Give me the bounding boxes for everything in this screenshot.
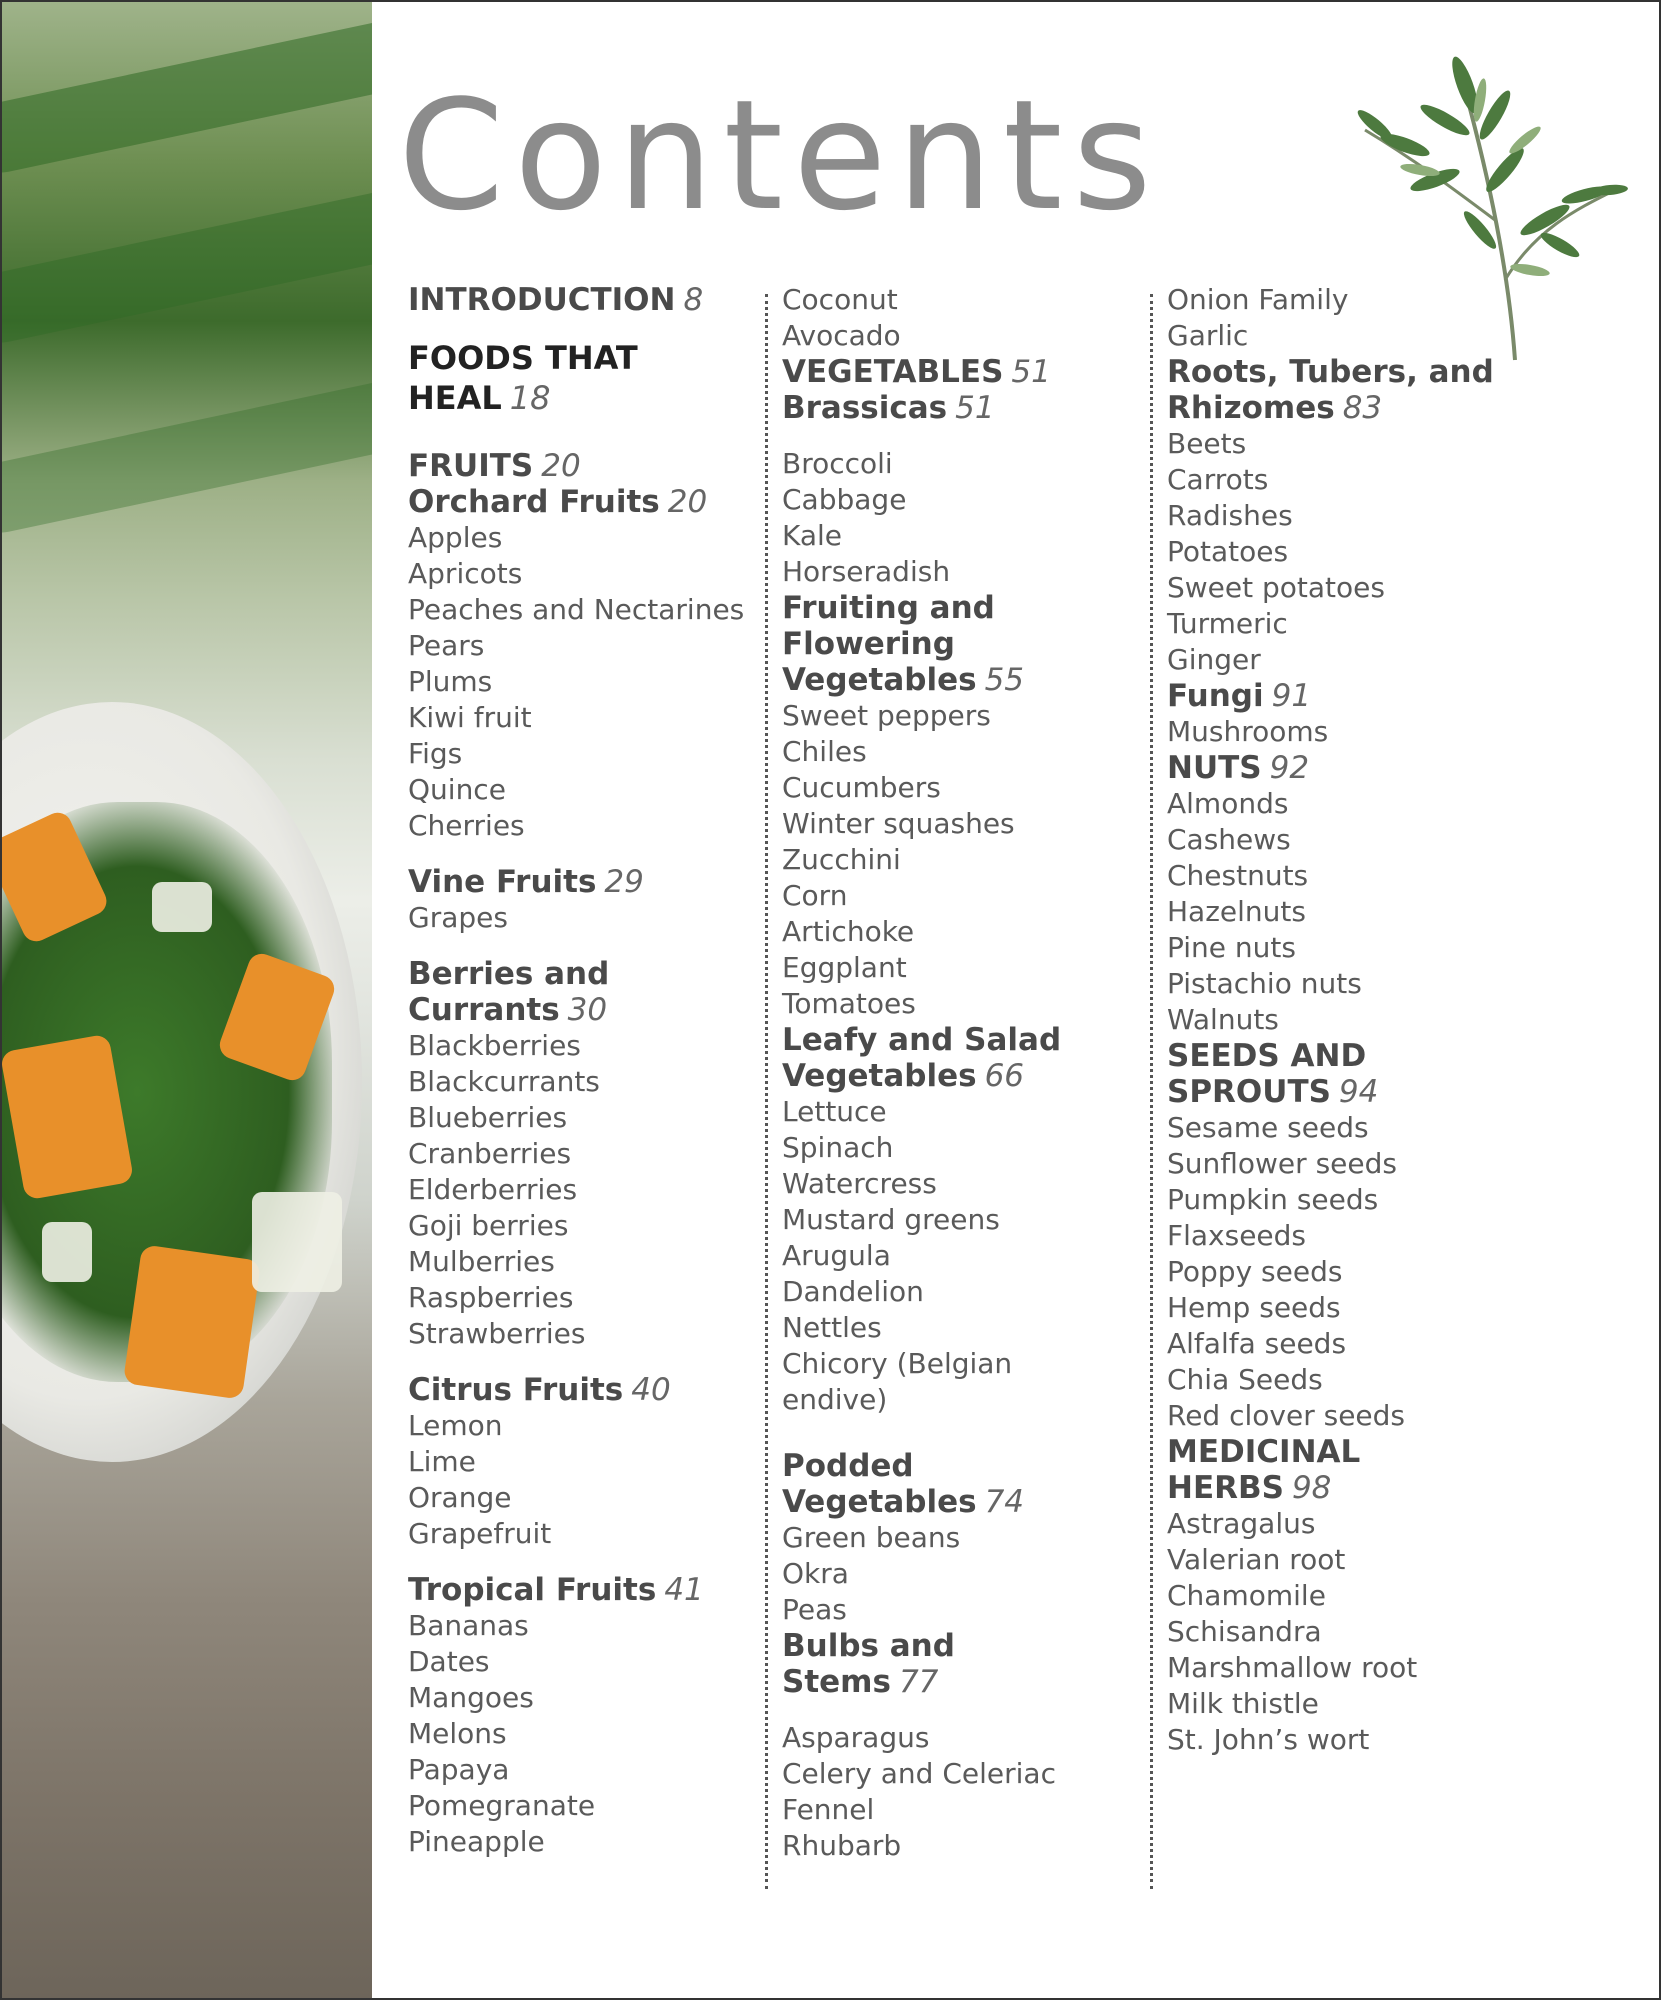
spacer: [782, 1418, 1120, 1448]
toc-entry: Corn: [782, 879, 848, 912]
toc-entry: Lemon: [408, 1409, 503, 1442]
toc-entry: Cherries: [408, 809, 525, 842]
page-title: Contents: [398, 67, 1162, 244]
toc-entry: Red clover seeds: [1167, 1399, 1406, 1432]
toc-entry: Apples: [408, 521, 503, 554]
page-number: 98: [1291, 1470, 1332, 1506]
toc-entry: Cabbage: [782, 483, 907, 516]
section-title: SEEDS AND SPROUTS: [1167, 1038, 1367, 1110]
page-number: 30: [567, 992, 608, 1028]
spacer: [408, 936, 758, 956]
toc-entry: Asparagus: [782, 1721, 930, 1754]
toc-entry: Tomatoes: [782, 987, 916, 1020]
section-title: Brassicas: [782, 390, 948, 426]
toc-entry: Peas: [782, 1593, 847, 1626]
column-divider: [1150, 294, 1153, 1889]
section-title: Tropical Fruits: [408, 1572, 657, 1608]
toc-entry: Sweet potatoes: [1167, 571, 1385, 604]
salad-photo: [2, 2, 372, 1998]
toc-section-heading: [408, 484, 758, 520]
toc-entry: Mushrooms: [1167, 715, 1329, 748]
toc-entry: Potatoes: [1167, 535, 1289, 568]
section-title: FOODS THAT HEAL: [408, 339, 638, 417]
toc-section-heading: [408, 1572, 758, 1608]
toc-entry: Lettuce: [782, 1095, 887, 1128]
toc-entry: Chestnuts: [1167, 859, 1309, 892]
toc-entry: Mulberries: [408, 1245, 555, 1278]
toc-entry: Milk thistle: [1167, 1687, 1319, 1720]
toc-entry: Dates: [408, 1645, 490, 1678]
toc-entry: Figs: [408, 737, 463, 770]
toc-entry: Walnuts: [1167, 1003, 1279, 1036]
spacer: [782, 1700, 1120, 1720]
toc-entry: Broccoli: [782, 447, 893, 480]
toc-entry: Blackcurrants: [408, 1065, 600, 1098]
section-title: MEDICINAL HERBS: [1167, 1434, 1361, 1506]
section-title: Vine Fruits: [408, 864, 597, 900]
page-number: 8: [683, 282, 704, 318]
toc-section-heading: [1167, 1434, 1507, 1506]
toc-section-heading: [782, 1022, 1120, 1094]
column-divider: [765, 294, 768, 1889]
toc-entry: Melons: [408, 1717, 507, 1750]
toc-section-heading: [408, 282, 758, 318]
page-number: 29: [604, 864, 644, 900]
section-title: Citrus Fruits: [408, 1372, 624, 1408]
section-title: Fruiting and Flowering Vegetables: [782, 590, 995, 698]
toc-entry: St. John’s wort: [1167, 1723, 1370, 1756]
section-title: Bulbs and Stems: [782, 1628, 955, 1700]
photo-leaf-band: [2, 15, 372, 179]
toc-entry: Pears: [408, 629, 485, 662]
section-title: Roots, Tubers, and Rhizomes: [1167, 354, 1494, 426]
page-number: 20: [667, 484, 708, 520]
page-number: 51: [1011, 354, 1051, 390]
toc-section-heading: [1167, 354, 1507, 426]
toc-entry: Hazelnuts: [1167, 895, 1306, 928]
toc-section-heading: [1167, 750, 1507, 786]
toc-entry: Flaxseeds: [1167, 1219, 1307, 1252]
toc-entry: Chamomile: [1167, 1579, 1326, 1612]
toc-section-heading: [1167, 678, 1507, 714]
toc-section-heading: [408, 1372, 758, 1408]
toc-entry: Chiles: [782, 735, 867, 768]
toc-section-heading: [408, 448, 758, 484]
page-number: 83: [1342, 390, 1383, 426]
toc-section-heading: [408, 864, 758, 900]
photo-onion-piece: [152, 882, 212, 932]
toc-entry: Almonds: [1167, 787, 1289, 820]
toc-entry: Valerian root: [1167, 1543, 1346, 1576]
toc-entry: Pineapple: [408, 1825, 545, 1858]
section-title: Orchard Fruits: [408, 484, 660, 520]
toc-section-heading: [408, 956, 758, 1028]
toc-entry: Sweet peppers: [782, 699, 991, 732]
toc-entry: Coconut: [782, 283, 898, 316]
toc-entry: Arugula: [782, 1239, 891, 1272]
toc-section-heading: [782, 1448, 1120, 1520]
page-number: 92: [1269, 750, 1310, 786]
toc-entry: Pine nuts: [1167, 931, 1296, 964]
toc-entry: Avocado: [782, 319, 901, 352]
toc-entry: Spinach: [782, 1131, 894, 1164]
toc-entry: Orange: [408, 1481, 512, 1514]
page-number: 94: [1338, 1074, 1379, 1110]
toc-entry: Quince: [408, 773, 506, 806]
toc-entry: Radishes: [1167, 499, 1293, 532]
toc-entry: Carrots: [1167, 463, 1269, 496]
toc-entry: Grapes: [408, 901, 508, 934]
toc-section-heading: [1167, 1038, 1507, 1110]
toc-entry: Papaya: [408, 1753, 510, 1786]
toc-entry: Blueberries: [408, 1101, 568, 1134]
section-title: VEGETABLES: [782, 354, 1004, 390]
toc-entry: Elderberries: [408, 1173, 578, 1206]
toc-entry: Garlic: [1167, 319, 1249, 352]
toc-entry: Apricots: [408, 557, 523, 590]
toc-column-3: [1167, 282, 1507, 1758]
toc-entry: Cranberries: [408, 1137, 572, 1170]
page-number: 55: [984, 662, 1025, 698]
photo-leaf-band: [2, 185, 372, 349]
toc-entry: Mangoes: [408, 1681, 534, 1714]
toc-entry: Bananas: [408, 1609, 529, 1642]
toc-entry: Cashews: [1167, 823, 1291, 856]
photo-leaf-band: [2, 375, 372, 539]
toc-entry: Zucchini: [782, 843, 901, 876]
page-number: 77: [898, 1664, 939, 1700]
toc-entry: Artichoke: [782, 915, 915, 948]
toc-entry: Strawberries: [408, 1317, 586, 1350]
spacer: [408, 844, 758, 864]
toc-entry: Chicory (Belgian endive): [782, 1347, 1013, 1416]
section-title: Podded Vegetables: [782, 1448, 977, 1520]
toc-entry: Mustard greens: [782, 1203, 1000, 1236]
toc-entry: Rhubarb: [782, 1829, 902, 1862]
toc-entry: Eggplant: [782, 951, 907, 984]
section-title: Fungi: [1167, 678, 1264, 714]
toc-section-heading: [782, 590, 1120, 698]
toc-entry: Horseradish: [782, 555, 951, 588]
toc-entry: Hemp seeds: [1167, 1291, 1341, 1324]
toc-entry: Pomegranate: [408, 1789, 596, 1822]
photo-squash-piece: [123, 1244, 261, 1399]
toc-entry: Plums: [408, 665, 493, 698]
toc-column-1: [408, 282, 758, 1860]
toc-entry: Nettles: [782, 1311, 882, 1344]
toc-entry: Fennel: [782, 1793, 875, 1826]
toc-section-heading: [408, 338, 758, 418]
toc-entry: Kiwi fruit: [408, 701, 532, 734]
toc-section-heading: [782, 390, 1120, 426]
toc-entry: Onion Family: [1167, 283, 1349, 316]
page-number: 91: [1271, 678, 1312, 714]
toc-entry: Sunflower seeds: [1167, 1147, 1397, 1180]
toc-entry: Cucumbers: [782, 771, 941, 804]
photo-onion-piece: [42, 1222, 92, 1282]
toc-entry: Pistachio nuts: [1167, 967, 1362, 1000]
toc-entry: Watercress: [782, 1167, 937, 1200]
spacer: [408, 318, 758, 338]
toc-entry: Poppy seeds: [1167, 1255, 1343, 1288]
toc-entry: Blackberries: [408, 1029, 581, 1062]
toc-entry: Schisandra: [1167, 1615, 1322, 1648]
page-number: 74: [984, 1484, 1025, 1520]
toc-entry: Kale: [782, 519, 843, 552]
toc-entry: Alfalfa seeds: [1167, 1327, 1347, 1360]
section-title: FRUITS: [408, 448, 534, 484]
page-number: 18: [509, 379, 551, 417]
toc-entry: Goji berries: [408, 1209, 569, 1242]
toc-entry: Grapefruit: [408, 1517, 552, 1550]
toc-entry: Celery and Celeriac: [782, 1757, 1056, 1790]
toc-entry: Chia Seeds: [1167, 1363, 1323, 1396]
section-title: Leafy and Salad Vegetables: [782, 1022, 1062, 1094]
page-number: 40: [631, 1372, 671, 1408]
spacer: [782, 426, 1120, 446]
page-number: 51: [955, 390, 995, 426]
page-number: 66: [984, 1058, 1025, 1094]
toc-entry: Okra: [782, 1557, 849, 1590]
spacer: [408, 418, 758, 448]
toc-entry: Raspberries: [408, 1281, 574, 1314]
toc-section-heading: [782, 1628, 1120, 1700]
toc-entry: Pumpkin seeds: [1167, 1183, 1379, 1216]
spacer: [408, 1552, 758, 1572]
toc-entry: Beets: [1167, 427, 1247, 460]
toc-entry: Astragalus: [1167, 1507, 1316, 1540]
photo-onion-piece: [252, 1192, 342, 1292]
section-title: NUTS: [1167, 750, 1262, 786]
spacer: [408, 1352, 758, 1372]
page-number: 41: [664, 1572, 704, 1608]
page-number: 20: [541, 448, 581, 484]
toc-entry: Sesame seeds: [1167, 1111, 1369, 1144]
toc-entry: Winter squashes: [782, 807, 1015, 840]
toc-column-2: [782, 282, 1120, 1864]
section-title: INTRODUCTION: [408, 282, 676, 318]
toc-entry: Peaches and Nectarines: [408, 593, 745, 626]
toc-entry: Ginger: [1167, 643, 1261, 676]
toc-section-heading: [782, 354, 1120, 390]
toc-entry: Green beans: [782, 1521, 961, 1554]
toc-entry: Lime: [408, 1445, 476, 1478]
toc-entry: Marshmallow root: [1167, 1651, 1418, 1684]
section-title: Berries and Currants: [408, 956, 610, 1028]
toc-entry: Dandelion: [782, 1275, 924, 1308]
toc-entry: Turmeric: [1167, 607, 1288, 640]
